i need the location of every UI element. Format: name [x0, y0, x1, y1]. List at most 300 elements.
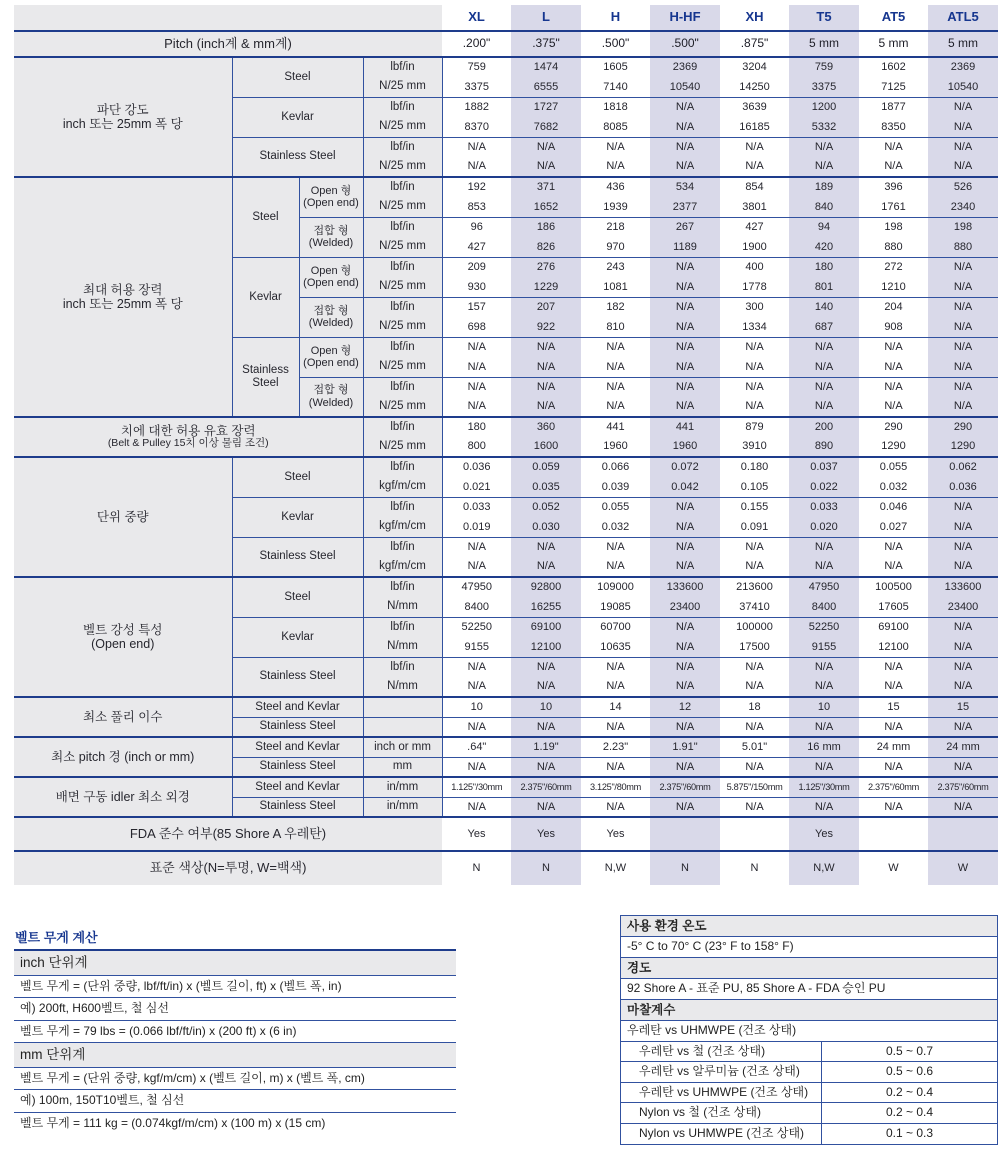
value-cell: 0.032: [879, 480, 908, 493]
value-cell: 9155: [464, 640, 489, 653]
value-cell: N/A: [442, 337, 511, 357]
value-cell: 441: [650, 417, 720, 437]
value-cell: N/A: [928, 157, 998, 177]
value-cell: Yes: [789, 817, 859, 851]
value-cell: N/A: [511, 537, 581, 557]
type-label: [299, 257, 363, 297]
value-cell: N/A: [884, 160, 903, 173]
unit-label: N/25 mm: [363, 117, 442, 137]
unit-label: N/25 mm: [363, 197, 442, 217]
friction-value: 0.2 ~ 0.4: [821, 1083, 997, 1103]
unit-label: in/mm: [363, 797, 442, 817]
table-row: [14, 777, 998, 797]
value-cell: 1200: [789, 97, 859, 117]
belt-weight-calc-table: [14, 949, 456, 1135]
col-header-T5: T5: [789, 5, 859, 31]
material-label: [232, 497, 363, 537]
value-cell: 1818: [581, 97, 650, 117]
value-cell: N: [442, 851, 511, 885]
unit-label: lbf/in: [363, 537, 442, 557]
value-cell: 0.046: [859, 497, 928, 517]
unit-label: N/25 mm: [363, 317, 442, 337]
cell-subtext: (Open end): [303, 277, 359, 289]
cell-text: 최소 pitch 경 (inch or mm): [51, 750, 195, 764]
cell-text: Steel: [284, 70, 311, 83]
value-cell: N/A: [859, 657, 928, 677]
value-cell: 3910: [742, 440, 767, 453]
value-cell: 0.062: [928, 457, 998, 477]
value-cell: 10635: [600, 640, 631, 653]
friction-label: 우레탄 vs UHMWPE (건조 상태): [639, 1084, 809, 1099]
value-cell: 840: [789, 197, 859, 217]
value-cell: 2.375"/60mm: [650, 777, 720, 797]
value-cell: 396: [859, 177, 928, 197]
unit-label: kgf/m/cm: [363, 517, 442, 537]
value-cell: 0.091: [740, 520, 769, 533]
unit-label: N/mm: [363, 597, 442, 617]
value-cell: 5 mm: [859, 31, 928, 57]
material-label: [232, 577, 363, 617]
value-cell: N/A: [606, 560, 625, 573]
weight-calc-row: 예) 100m, 150T10벨트, 철 심선: [14, 1090, 456, 1113]
value-cell: 17500: [739, 640, 770, 653]
unit-label: lbf/in: [363, 657, 442, 677]
cell-text: Kevlar: [281, 110, 314, 123]
value-cell: 5.875"/150mm: [720, 777, 789, 797]
value-cell: 10540: [928, 77, 998, 97]
value-cell: N/A: [650, 657, 720, 677]
unit-label: lbf/in: [363, 417, 442, 437]
value-cell: .875": [720, 31, 789, 57]
value-cell: 60700: [581, 617, 650, 637]
value-cell: Yes: [581, 817, 650, 851]
value-cell: N/A: [650, 677, 720, 697]
value-cell: 10540: [650, 77, 720, 97]
value-cell: N/A: [789, 157, 859, 177]
value-cell: 10: [789, 697, 859, 717]
value-cell: 0.030: [511, 517, 581, 537]
value-cell: 14250: [739, 80, 770, 93]
material-label: [232, 57, 363, 97]
unit-label: N/mm: [363, 637, 442, 657]
value-cell: N/A: [650, 137, 720, 157]
unit-label: N/25 mm: [363, 237, 442, 257]
value-cell: 218: [581, 217, 650, 237]
value-cell: 180: [789, 257, 859, 277]
value-cell: 1960: [603, 440, 628, 453]
value-cell: N,W: [789, 851, 859, 885]
value-cell: 826: [511, 237, 581, 257]
value-cell: 759: [789, 57, 859, 77]
value-cell: N,W: [581, 851, 650, 885]
value-cell: N/A: [928, 717, 998, 737]
value-cell: 0.059: [511, 457, 581, 477]
value-cell: 2377: [650, 197, 720, 217]
value-cell: 1761: [881, 200, 906, 213]
unit-label: N/25 mm: [363, 357, 442, 377]
row-label: [14, 851, 442, 885]
value-cell: 23400: [928, 597, 998, 617]
cell-text: Kevlar: [281, 630, 314, 643]
unit-label: lbf/in: [363, 497, 442, 517]
bottom-section: [14, 919, 1000, 1145]
cell-text: 접합 형: [313, 224, 349, 237]
material-label: [232, 97, 363, 137]
material-label: [232, 717, 363, 737]
value-cell: [928, 817, 998, 851]
col-header-XL: XL: [468, 9, 485, 25]
value-cell: N/A: [884, 680, 903, 693]
value-cell: 890: [789, 437, 859, 457]
value-cell: 3801: [742, 200, 767, 213]
value-cell: N/A: [467, 360, 486, 373]
value-cell: N/A: [745, 360, 764, 373]
value-cell: 810: [606, 320, 625, 333]
value-cell: N/A: [650, 617, 720, 637]
value-cell: 880: [884, 240, 903, 253]
value-cell: 3.125"/80mm: [581, 777, 650, 797]
cell-text: 접합 형: [313, 384, 349, 397]
cell-text: Pitch (inch계 & mm계): [164, 35, 292, 51]
value-cell: 0.032: [601, 520, 630, 533]
environment-row: -5° C to 70° C (23° F to 158° F): [621, 937, 997, 958]
value-cell: 204: [859, 297, 928, 317]
value-cell: 0.055: [859, 457, 928, 477]
value-cell: N/A: [442, 717, 511, 737]
friction-row: [621, 1042, 997, 1063]
cell-subtext: inch 또는 25mm 폭 당: [62, 117, 183, 131]
value-cell: N/A: [650, 717, 720, 737]
value-cell: 1652: [511, 197, 581, 217]
value-cell: Yes: [511, 817, 581, 851]
environment-header: 경도: [621, 958, 997, 979]
row-label: [14, 177, 232, 417]
value-cell: 69100: [511, 617, 581, 637]
value-cell: 1210: [881, 280, 906, 293]
unit-label: N/25 mm: [363, 437, 442, 457]
value-cell: 100000: [720, 617, 789, 637]
value-cell: 1189: [650, 237, 720, 257]
value-cell: N/A: [581, 377, 650, 397]
value-cell: N/A: [650, 497, 720, 517]
value-cell: N/A: [928, 377, 998, 397]
value-cell: N/A: [884, 400, 903, 413]
cell-text: Steel and Kevlar: [255, 700, 340, 713]
value-cell: N/A: [859, 377, 928, 397]
col-header-L: L: [511, 5, 581, 31]
friction-label: Nylon vs 철 (건조 상태): [639, 1105, 761, 1120]
value-cell: 3639: [720, 97, 789, 117]
value-cell: N/A: [650, 297, 720, 317]
value-cell: N/A: [789, 557, 859, 577]
value-cell: 1877: [859, 97, 928, 117]
value-cell: N/A: [789, 337, 859, 357]
belt-weight-calc-block: [14, 927, 456, 1135]
value-cell: 0.035: [511, 477, 581, 497]
friction-row: [621, 1062, 997, 1083]
col-header-AT5: AT5: [881, 9, 906, 25]
value-cell: 52250: [789, 617, 859, 637]
value-cell: 209: [442, 257, 511, 277]
environment-header: 사용 환경 온도: [621, 916, 997, 937]
cell-text: Stainless Steel: [259, 670, 336, 683]
value-cell: N/A: [789, 797, 859, 817]
cell-text: Stainless Steel: [259, 550, 336, 563]
value-cell: 8370: [464, 120, 489, 133]
value-cell: 8400: [464, 600, 489, 613]
value-cell: N/A: [442, 377, 511, 397]
cell-text: Kevlar: [249, 290, 282, 303]
unit-label: kgf/m/cm: [363, 477, 442, 497]
value-cell: N/A: [650, 377, 720, 397]
material-label: [232, 697, 363, 717]
weight-calc-row: 예) 200ft, H600벨트, 철 심선: [14, 998, 456, 1021]
value-cell: 94: [789, 217, 859, 237]
value-cell: .500": [650, 31, 720, 57]
value-cell: 37410: [739, 600, 770, 613]
value-cell: 2.375"/60mm: [511, 777, 581, 797]
material-label: [232, 457, 363, 497]
value-cell: N/A: [581, 757, 650, 777]
value-cell: W: [928, 851, 998, 885]
unit-label: lbf/in: [363, 217, 442, 237]
value-cell: N/A: [650, 637, 720, 657]
value-cell: N/A: [928, 617, 998, 637]
value-cell: 0.042: [650, 477, 720, 497]
value-cell: 0.036: [442, 457, 511, 477]
value-cell: 1602: [859, 57, 928, 77]
value-cell: N/A: [511, 137, 581, 157]
value-cell: 272: [859, 257, 928, 277]
value-cell: 24 mm: [928, 737, 998, 757]
value-cell: 0.039: [601, 480, 630, 493]
value-cell: 157: [442, 297, 511, 317]
cell-subtext: (Welded): [308, 237, 354, 249]
value-cell: N/A: [511, 677, 581, 697]
cell-text: 벨트 강성 특성: [83, 623, 163, 637]
value-cell: N/A: [650, 277, 720, 297]
value-cell: 192: [442, 177, 511, 197]
value-cell: 1882: [442, 97, 511, 117]
value-cell: N/A: [859, 137, 928, 157]
material-label: [232, 617, 363, 657]
value-cell: 182: [581, 297, 650, 317]
cell-text: Stainless Steel: [259, 150, 336, 163]
value-cell: 18: [720, 697, 789, 717]
col-header-ATL5: ATL5: [928, 5, 998, 31]
unit-label: N/25 mm: [363, 77, 442, 97]
unit-label: lbf/in: [363, 457, 442, 477]
value-cell: N/A: [606, 360, 625, 373]
value-cell: 198: [928, 217, 998, 237]
table-row: [14, 851, 998, 885]
value-cell: N/A: [789, 757, 859, 777]
value-cell: N/A: [928, 797, 998, 817]
value-cell: N/A: [745, 680, 764, 693]
value-cell: N/A: [581, 137, 650, 157]
cell-text: Steel: [252, 210, 279, 223]
value-cell: 200: [789, 417, 859, 437]
cell-text: Kevlar: [281, 510, 314, 523]
cell-text: 표준 색상(N=투명, W=백색): [149, 860, 307, 876]
value-cell: N/A: [650, 537, 720, 557]
cell-text: 치에 대한 허용 유효 장력: [120, 424, 256, 439]
cell-subtext: (Open end): [303, 357, 359, 369]
value-cell: 96: [442, 217, 511, 237]
value-cell: 0.022: [789, 477, 859, 497]
cell-subtext: (Welded): [308, 396, 354, 409]
belt-spec-sheet: [14, 5, 1000, 1145]
table-row: [14, 31, 998, 57]
material-label: [232, 757, 363, 777]
value-cell: 0.037: [789, 457, 859, 477]
value-cell: 207: [511, 297, 581, 317]
value-cell: N/A: [859, 537, 928, 557]
value-cell: N/A: [928, 497, 998, 517]
value-cell: N/A: [720, 377, 789, 397]
value-cell: 0.055: [581, 497, 650, 517]
unit-label: lbf/in: [363, 97, 442, 117]
value-cell: 10: [442, 697, 511, 717]
value-cell: 47950: [442, 577, 511, 597]
unit-label: inch or mm: [363, 737, 442, 757]
weight-calc-row: 벨트 무게 = (단위 중량, lbf/ft/in) x (벨트 길이, ft) x (벨트 폭, in): [14, 976, 456, 999]
value-cell: N/A: [650, 517, 720, 537]
table-row: [14, 737, 998, 757]
value-cell: 1290: [881, 440, 906, 453]
value-cell: 360: [511, 417, 581, 437]
value-cell: N/A: [606, 680, 625, 693]
unit-label: lbf/in: [363, 577, 442, 597]
value-cell: 12100: [511, 637, 581, 657]
value-cell: N/A: [442, 137, 511, 157]
value-cell: 24 mm: [859, 737, 928, 757]
friction-label: Nylon vs UHMWPE (건조 상태): [639, 1125, 805, 1140]
value-cell: 970: [606, 240, 625, 253]
value-cell: N: [650, 851, 720, 885]
value-cell: W: [859, 851, 928, 885]
value-cell: 15: [928, 697, 998, 717]
cell-text: Open 형: [310, 184, 352, 197]
value-cell: N/A: [928, 297, 998, 317]
value-cell: 8350: [881, 120, 906, 133]
value-cell: 16185: [739, 120, 770, 133]
unit-label: lbf/in: [363, 57, 442, 77]
value-cell: 14: [581, 697, 650, 717]
environment-header: 마찰계수: [621, 1000, 997, 1021]
value-cell: 526: [928, 177, 998, 197]
value-cell: 687: [789, 317, 859, 337]
value-cell: 5.01": [720, 737, 789, 757]
value-cell: N/A: [650, 257, 720, 277]
row-label: [14, 57, 232, 177]
cell-text: Steel: [284, 470, 311, 483]
friction-label: 우레탄 vs 알루미늄 (건조 상태): [639, 1064, 800, 1079]
value-cell: 180: [442, 417, 511, 437]
row-label: [14, 577, 232, 697]
value-cell: N/A: [511, 557, 581, 577]
value-cell: .200": [442, 31, 511, 57]
value-cell: N/A: [928, 277, 998, 297]
value-cell: N/A: [745, 160, 764, 173]
type-label: [299, 297, 363, 337]
value-cell: 1939: [603, 200, 628, 213]
cell-text: Stainless Steel: [259, 760, 336, 773]
table-row: [14, 457, 998, 477]
value-cell: 243: [581, 257, 650, 277]
value-cell: 930: [467, 280, 486, 293]
value-cell: 420: [789, 237, 859, 257]
friction-row: [621, 1124, 997, 1144]
value-cell: N/A: [928, 637, 998, 657]
value-cell: N/A: [581, 717, 650, 737]
material-label: [232, 177, 299, 257]
value-cell: N/A: [581, 657, 650, 677]
cell-text: Open 형: [310, 264, 352, 277]
value-cell: N/A: [859, 337, 928, 357]
value-cell: 0.180: [720, 457, 789, 477]
value-cell: 133600: [650, 577, 720, 597]
material-label: [232, 137, 363, 177]
value-cell: N/A: [650, 97, 720, 117]
cell-text: Steel and Kevlar: [255, 780, 340, 793]
type-label: [299, 217, 363, 257]
value-cell: 0.019: [462, 520, 491, 533]
value-cell: 300: [720, 297, 789, 317]
value-cell: 853: [467, 200, 486, 213]
value-cell: 2.375"/60mm: [928, 777, 998, 797]
cell-subtext: (Open end): [303, 197, 359, 210]
value-cell: N/A: [720, 657, 789, 677]
cell-text: Stainless Steel: [259, 800, 336, 813]
cell-text: Stainless Steel: [242, 363, 289, 389]
value-cell: 198: [859, 217, 928, 237]
value-cell: 47950: [789, 577, 859, 597]
cell-text: 파단 강도: [96, 103, 149, 117]
value-cell: 801: [789, 277, 859, 297]
belt-spec-table: [14, 5, 998, 885]
material-label: [232, 537, 363, 577]
value-cell: N/A: [467, 680, 486, 693]
cell-subtext: (Belt & Pulley 15치 이상 물림 조건): [107, 437, 269, 450]
cell-text: 배면 구동 idler 최소 외경: [55, 790, 190, 804]
value-cell: .375": [511, 31, 581, 57]
value-cell: 17605: [878, 600, 909, 613]
value-cell: N/A: [928, 317, 998, 337]
value-cell: N/A: [928, 337, 998, 357]
material-label: [232, 337, 299, 417]
value-cell: 7140: [603, 80, 628, 93]
value-cell: 698: [467, 320, 486, 333]
value-cell: 2340: [928, 197, 998, 217]
cell-text: Open 형: [310, 344, 352, 357]
value-cell: N/A: [928, 397, 998, 417]
environment-table: [620, 915, 998, 1145]
value-cell: .500": [581, 31, 650, 57]
value-cell: 15: [859, 697, 928, 717]
value-cell: 800: [467, 440, 486, 453]
value-cell: N/A: [928, 97, 998, 117]
value-cell: 1474: [511, 57, 581, 77]
cell-text: Steel and Kevlar: [255, 740, 340, 753]
value-cell: 0.066: [581, 457, 650, 477]
unit-label: N/mm: [363, 677, 442, 697]
value-cell: 186: [511, 217, 581, 237]
value-cell: N/A: [650, 357, 720, 377]
value-cell: N/A: [581, 337, 650, 357]
value-cell: N/A: [928, 537, 998, 557]
value-cell: 908: [884, 320, 903, 333]
